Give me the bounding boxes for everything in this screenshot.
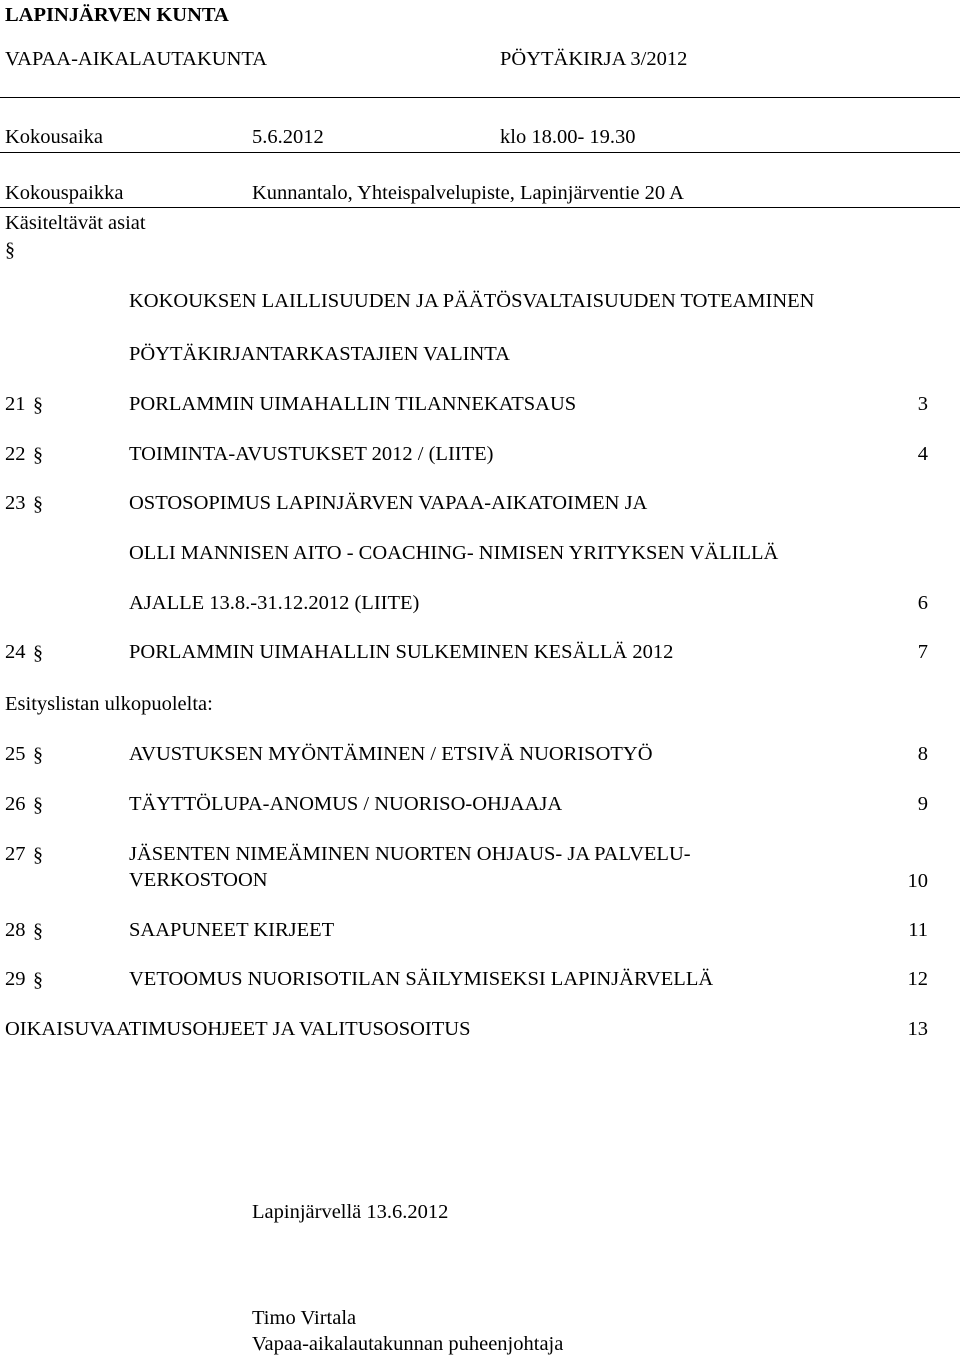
- meeting-date: 5.6.2012: [252, 126, 324, 148]
- signature-place-date: Lapinjärvellä 13.6.2012: [252, 1201, 449, 1223]
- section-symbol: §: [33, 969, 43, 991]
- item-title: PORLAMMIN UIMAHALLIN SULKEMINEN KESÄLLÄ 2012: [129, 641, 674, 663]
- item-page: 6: [917, 592, 928, 614]
- section-symbol: §: [33, 642, 43, 664]
- item-page: 12: [907, 968, 928, 990]
- section-symbol: §: [33, 794, 43, 816]
- item-number: 22: [5, 443, 26, 465]
- item-page: 4: [917, 443, 928, 465]
- preliminary-item: KOKOUKSEN LAILLISUUDEN JA PÄÄTÖSVALTAISUUDEN TOTEAMINEN: [129, 290, 815, 312]
- signatory-role: Vapaa-aikalautakunnan puheenjohtaja: [252, 1333, 564, 1355]
- preliminary-item: PÖYTÄKIRJANTARKASTAJIEN VALINTA: [129, 343, 510, 365]
- meeting-place: Kunnantalo, Yhteispalvelupiste, Lapinjärventie 20 A: [252, 182, 684, 204]
- time-rule: [0, 152, 960, 153]
- item-title: JÄSENTEN NIMEÄMINEN NUORTEN OHJAUS- JA PALVELU-: [129, 843, 691, 865]
- item-title: TÄYTTÖLUPA-ANOMUS / NUORISO-OHJAAJA: [129, 793, 563, 815]
- item-title: VETOOMUS NUORISOTILAN SÄILYMISEKSI LAPINJÄRVELLÄ: [129, 968, 714, 990]
- item-number: 25: [5, 743, 26, 765]
- section-symbol: §: [33, 394, 43, 416]
- signatory-name: Timo Virtala: [252, 1307, 357, 1329]
- document-title: PÖYTÄKIRJA 3/2012: [500, 48, 688, 70]
- section-symbol: §: [33, 444, 43, 466]
- item-number: 23: [5, 492, 26, 514]
- appeal-title: OIKAISUVAATIMUSOHJEET JA VALITUSOSOITUS: [5, 1018, 471, 1040]
- item-title: SAAPUNEET KIRJEET: [129, 919, 335, 941]
- section-symbol: §: [33, 744, 43, 766]
- item-page: 9: [917, 793, 928, 815]
- item-title-continued: AJALLE 13.8.-31.12.2012 (LIITE): [129, 592, 420, 614]
- item-page: 10: [907, 870, 928, 892]
- item-number: 28: [5, 919, 26, 941]
- item-number: 21: [5, 393, 26, 415]
- item-page: 11: [908, 919, 928, 941]
- item-number: 27: [5, 843, 26, 865]
- meeting-time: klo 18.00- 19.30: [500, 126, 636, 148]
- header-rule: [0, 97, 960, 98]
- item-page: 13: [907, 1018, 928, 1040]
- board-name: VAPAA-AIKALAUTAKUNTA: [5, 48, 268, 70]
- item-number: 26: [5, 793, 26, 815]
- item-title-continued: VERKOSTOON: [129, 869, 268, 891]
- item-title: AVUSTUKSEN MYÖNTÄMINEN / ETSIVÄ NUORISOTYÖ: [129, 743, 653, 765]
- handled-label: Käsiteltävät asiat: [5, 212, 146, 234]
- outside-agenda-label: Esityslistan ulkopuolelta:: [5, 693, 213, 715]
- item-title-continued: OLLI MANNISEN AITO - COACHING- NIMISEN YRITYKSEN VÄLILLÄ: [129, 542, 779, 564]
- item-page: 8: [917, 743, 928, 765]
- meeting-place-label: Kokouspaikka: [5, 182, 124, 204]
- item-title: TOIMINTA-AVUSTUKSET 2012 / (LIITE): [129, 443, 494, 465]
- item-number: 29: [5, 968, 26, 990]
- section-symbol: §: [33, 493, 43, 515]
- section-symbol: §: [33, 920, 43, 942]
- item-page: 7: [917, 641, 928, 663]
- section-symbol: §: [33, 844, 43, 866]
- item-title: PORLAMMIN UIMAHALLIN TILANNEKATSAUS: [129, 393, 577, 415]
- item-title: OSTOSOPIMUS LAPINJÄRVEN VAPAA-AIKATOIMEN JA: [129, 492, 648, 514]
- item-number: 24: [5, 641, 26, 663]
- item-page: 3: [917, 393, 928, 415]
- place-rule: [0, 207, 960, 208]
- org-name: LAPINJÄRVEN KUNTA: [5, 4, 229, 26]
- section-symbol: §: [5, 239, 15, 261]
- meeting-time-label: Kokousaika: [5, 126, 103, 148]
